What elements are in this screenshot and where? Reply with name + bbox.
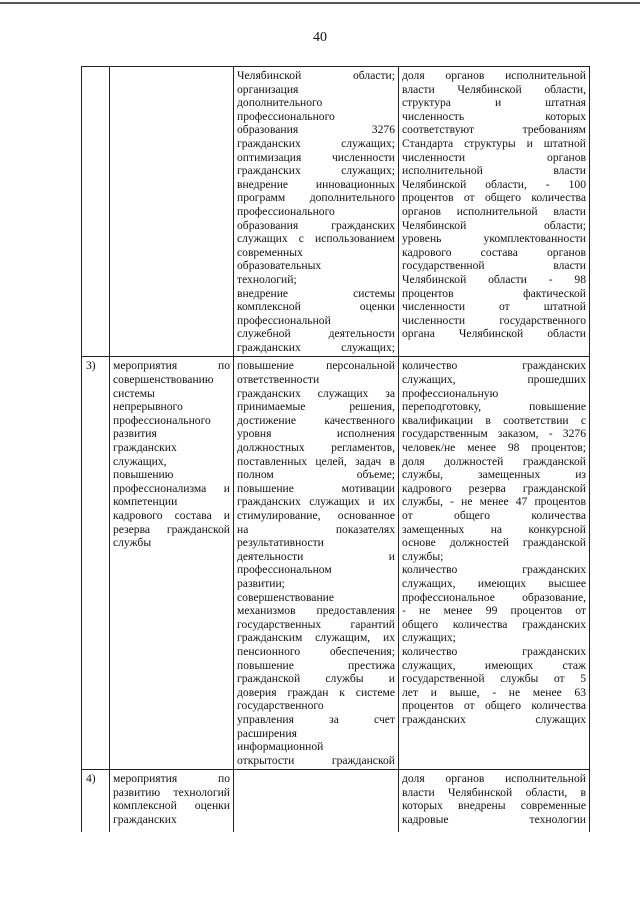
text-line: доля должностей гражданской — [402, 454, 586, 468]
text-line: службы; — [402, 549, 444, 563]
text-line: кадровые технологии — [402, 813, 586, 827]
page-number: 40 — [313, 30, 327, 45]
text-line: власти Челябинской области, в — [402, 785, 586, 799]
text-line: количество гражданских — [402, 644, 586, 658]
text-line: служебной деятельности — [237, 327, 395, 341]
text-line: служащих с использованием — [237, 232, 395, 246]
text-line: управления за счет — [237, 712, 395, 726]
table-row — [82, 770, 590, 832]
indicators-cell — [399, 770, 590, 832]
text-line: профессиональное образование, — [402, 590, 586, 604]
text-line: службы, замещенных из — [402, 468, 586, 482]
text-line: соответствуют требованиям — [402, 123, 586, 137]
text-line: мероприятия по — [113, 772, 230, 786]
text-line: служащих, имеющих стаж — [402, 658, 586, 672]
text-line: доля органов исполнительной — [402, 69, 586, 82]
table-row — [82, 357, 590, 770]
text-line: информационной — [237, 740, 324, 754]
text-line: профессиональной — [237, 313, 331, 327]
text-line: внедрение инновационных — [237, 177, 395, 191]
text-line: открытости гражданской — [237, 753, 395, 767]
text-line: кадрового состава и — [113, 509, 230, 522]
text-line: образовательных — [237, 259, 322, 273]
text-line: профессионального — [237, 204, 335, 218]
event-cell — [110, 357, 234, 770]
text-line: структура и штатная — [402, 96, 586, 110]
text-line: повышению — [113, 468, 174, 482]
indicators-cell — [399, 357, 590, 770]
text-line: оптимизация численности — [237, 150, 395, 164]
text-line: профессиональном — [237, 563, 332, 577]
text-line: внедрение системы — [237, 286, 395, 300]
text-line: гражданских служащих; — [237, 136, 395, 150]
text-line: от общего количества — [402, 509, 586, 522]
text-line: ответственности — [237, 373, 320, 387]
text-line: основе должностей гражданской — [402, 536, 586, 550]
text-line: кадрового резерва гражданской — [402, 481, 586, 495]
text-line: должностных регламентов, — [237, 441, 395, 455]
item-number: 3) — [82, 357, 110, 770]
text-line: гражданских служащих за — [237, 386, 395, 400]
text-line: гражданским служащим, их — [237, 631, 395, 645]
text-line: органа Челябинской области — [402, 327, 586, 341]
text-line: резерва гражданской — [113, 522, 230, 536]
text-line: служащих, имеющих высшее — [402, 576, 586, 590]
text-line: мероприятия по — [113, 359, 230, 373]
program-measures-table — [81, 66, 590, 832]
text-line: технологий; — [237, 272, 297, 286]
item-number — [82, 67, 110, 357]
text-line: стимулирование, основанное — [237, 509, 395, 522]
text-line: полном объеме; — [237, 468, 395, 482]
text-line: комплексной оценки — [113, 799, 230, 813]
text-line: развития — [113, 427, 157, 441]
item-number: 4) — [82, 770, 110, 832]
text-line: повышение престижа — [237, 658, 395, 672]
text-line: гражданской службы и — [237, 672, 395, 686]
text-line: на показателях — [237, 522, 395, 536]
text-line: численности государственного — [402, 313, 586, 327]
text-line: повышение персональной — [237, 359, 395, 373]
actions-cell — [234, 770, 399, 832]
page-top-border — [0, 2, 640, 4]
text-line: программ дополнительного — [237, 191, 395, 205]
text-line: Челябинской области; — [237, 69, 395, 82]
text-line: непрерывного — [113, 400, 183, 414]
text-line: профессиональную — [402, 386, 499, 400]
text-line: комплексной оценки — [237, 300, 395, 314]
text-line: численности от штатной — [402, 300, 586, 314]
text-line: механизмов предоставления — [237, 604, 395, 618]
text-line: - не менее 99 процентов от — [402, 604, 586, 618]
text-line: принимаемые решения, — [237, 400, 395, 414]
text-line: гражданских служащих; — [237, 340, 395, 354]
text-line: деятельности и — [237, 549, 395, 563]
text-line: лет и выше, - не менее 63 — [402, 685, 586, 699]
text-line: квалификации в соответствии с — [402, 413, 586, 427]
text-line: государственного — [237, 699, 324, 713]
text-line: служащих, прошедших — [402, 373, 586, 387]
text-line: гражданских служащих — [402, 712, 586, 726]
text-line: расширения — [237, 726, 297, 740]
indicators-cell — [399, 67, 590, 357]
text-line: достижение качественного — [237, 413, 395, 427]
text-line: общего количества гражданских — [402, 617, 586, 631]
text-line: которых внедрены современные — [402, 799, 586, 813]
text-line: процентов от общего количества — [402, 191, 586, 205]
text-line: численности органов — [402, 150, 586, 164]
event-cell — [110, 67, 234, 357]
text-line: государственных гарантий — [237, 617, 395, 631]
text-line: дополнительного — [237, 96, 323, 110]
text-line: государственным заказом, - 3276 — [402, 427, 586, 441]
text-line: государственной службы от 5 — [402, 672, 586, 686]
text-line: государственной власти — [402, 259, 586, 273]
text-line: количество гражданских — [402, 563, 586, 577]
text-line: совершенствование — [237, 590, 334, 604]
text-line: гражданских служащих; — [237, 164, 395, 178]
text-line: процентов фактической — [402, 286, 586, 300]
text-line: доля органов исполнительной — [402, 772, 586, 786]
text-line: уровня исполнения — [237, 427, 395, 441]
text-line: совершенствованию — [113, 373, 214, 387]
text-line: переподготовку, повышение — [402, 400, 586, 414]
text-line: развитии; — [237, 576, 285, 590]
text-line: повышение мотивации — [237, 481, 395, 495]
actions-cell — [234, 67, 399, 357]
text-line: профессионального — [113, 413, 211, 427]
table-row — [82, 67, 590, 357]
text-line: человек/не менее 98 процентов; — [402, 441, 586, 455]
text-line: гражданских — [113, 441, 177, 455]
text-line: службы — [113, 536, 152, 550]
text-line: образования гражданских — [237, 218, 395, 232]
text-line: профессионального — [237, 109, 335, 123]
text-line: системы — [113, 386, 155, 400]
text-line: развитию технологий — [113, 785, 230, 799]
text-line: Челябинской области, - 100 — [402, 177, 586, 191]
text-line: замещенных на конкурсной — [402, 522, 586, 536]
text-line: службы, - не менее 47 процентов — [402, 495, 586, 509]
text-line: Челябинской области - 98 — [402, 272, 586, 286]
text-line: поставленных целей, задач в — [237, 454, 395, 468]
text-line: Челябинской области; — [402, 218, 586, 232]
text-line: кадрового состава органов — [402, 245, 586, 259]
text-line: профессионализма и — [113, 481, 230, 495]
text-line: компетенции — [113, 495, 178, 509]
text-line: процентов от общего количества — [402, 699, 586, 713]
text-line: организация — [237, 82, 299, 96]
text-line: власти Челябинской области, — [402, 82, 586, 96]
text-line: уровень укомплектованности — [402, 232, 586, 246]
text-line: численность которых — [402, 109, 586, 123]
text-line: служащих; — [402, 631, 456, 645]
text-line: гражданских служащих и их — [237, 495, 395, 509]
actions-cell — [234, 357, 399, 770]
text-line: исполнительной власти — [402, 164, 586, 178]
text-line: образования 3276 — [237, 123, 395, 137]
text-line: современных — [237, 245, 303, 259]
text-line: органов исполнительной власти — [402, 204, 586, 218]
text-line: количество гражданских — [402, 359, 586, 373]
event-cell — [110, 770, 234, 832]
text-line: гражданских — [113, 813, 177, 827]
text-line: доверия граждан к системе — [237, 685, 395, 699]
text-line: Стандарта структуры и штатной — [402, 136, 586, 150]
text-line: пенсионного обеспечения; — [237, 644, 395, 658]
text-line: служащих, — [113, 454, 167, 468]
text-line: результативности — [237, 536, 324, 550]
